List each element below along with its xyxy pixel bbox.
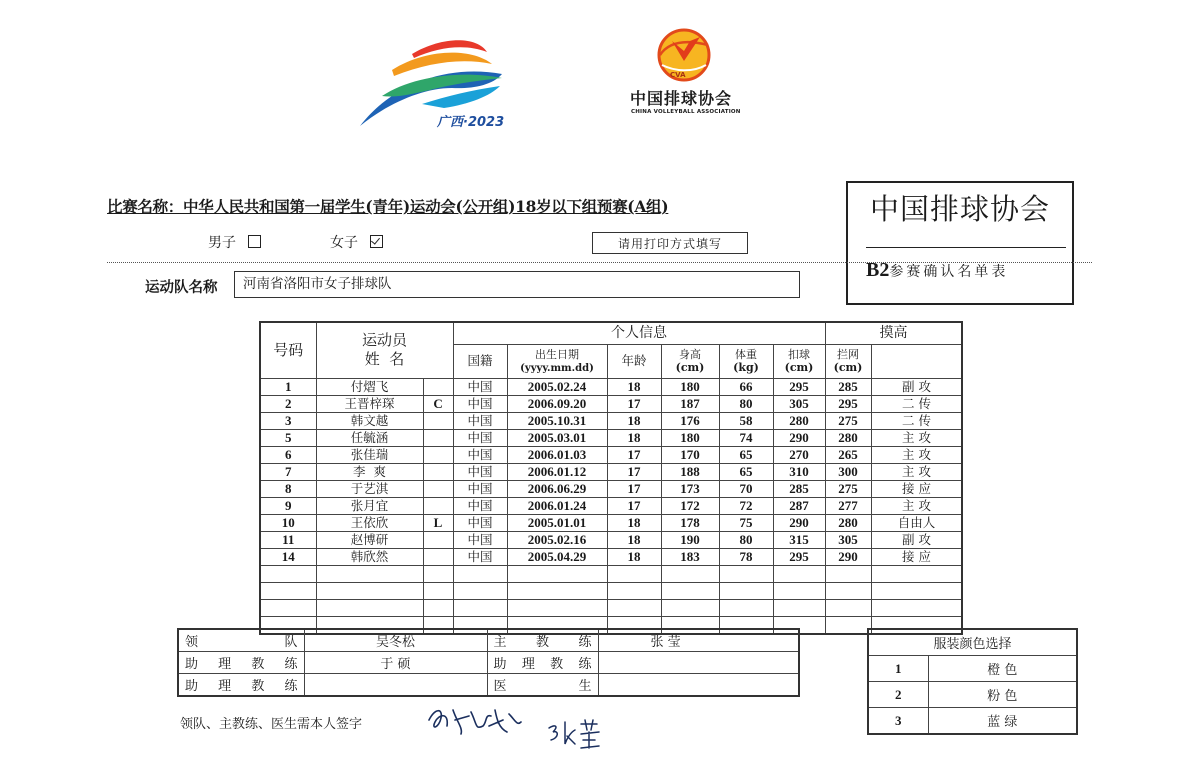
player-role	[423, 548, 453, 565]
player-height: 173	[661, 480, 719, 497]
empty-cell[interactable]	[825, 599, 871, 616]
empty-row	[260, 582, 962, 599]
team-name-label: 运动队名称	[145, 279, 218, 296]
player-name: 付熠飞	[316, 378, 423, 395]
header-athlete	[316, 322, 453, 378]
signature-head-coach	[545, 718, 605, 754]
player-weight: 66	[719, 378, 773, 395]
player-number: 7	[260, 463, 316, 480]
player-position: 自由人	[871, 514, 962, 531]
head-coach-name[interactable]: 张 莹	[598, 629, 799, 652]
player-role	[423, 378, 453, 395]
player-age: 17	[607, 463, 661, 480]
empty-cell[interactable]	[260, 565, 316, 582]
header-birth-date-label: 出生日期	[535, 347, 580, 361]
empty-cell[interactable]	[423, 565, 453, 582]
table-row	[260, 463, 962, 480]
player-spike-reach: 290	[773, 429, 825, 446]
empty-cell[interactable]	[661, 582, 719, 599]
empty-cell[interactable]	[423, 599, 453, 616]
empty-cell[interactable]	[825, 616, 871, 634]
player-nationality: 中国	[453, 378, 507, 395]
empty-cell[interactable]	[871, 582, 962, 599]
association-box	[846, 181, 1074, 305]
player-block-reach: 290	[825, 548, 871, 565]
player-spike-reach: 285	[773, 480, 825, 497]
player-height: 170	[661, 446, 719, 463]
roster-body	[260, 378, 962, 634]
player-height: 172	[661, 497, 719, 514]
signature-note: 领队、主教练、医生需本人签字	[180, 717, 363, 732]
uniform-options	[868, 656, 1077, 735]
player-spike-reach: 310	[773, 463, 825, 480]
player-role	[423, 446, 453, 463]
player-height: 190	[661, 531, 719, 548]
player-birth-date: 2006.09.20	[507, 395, 607, 412]
uniform-option-row	[868, 708, 1077, 735]
empty-cell[interactable]	[719, 599, 773, 616]
asst-coach2-label: 助理教练	[487, 652, 598, 674]
guangxi-logo-text: 广西·2023	[437, 115, 505, 130]
player-position: 副 攻	[871, 531, 962, 548]
uniform-option-number[interactable]: 3	[868, 708, 928, 735]
player-block-reach: 277	[825, 497, 871, 514]
player-nationality: 中国	[453, 412, 507, 429]
player-name: 赵博研	[316, 531, 423, 548]
player-weight: 72	[719, 497, 773, 514]
table-row	[260, 497, 962, 514]
player-age: 18	[607, 548, 661, 565]
table-row	[260, 378, 962, 395]
header-birth-date	[507, 344, 607, 378]
header-reach: 摸高	[825, 322, 962, 344]
player-birth-date: 2006.01.12	[507, 463, 607, 480]
player-weight: 58	[719, 412, 773, 429]
player-role	[423, 412, 453, 429]
asst-coach3-name[interactable]	[304, 674, 487, 697]
player-birth-date: 2006.01.24	[507, 497, 607, 514]
player-number: 11	[260, 531, 316, 548]
player-position: 二 传	[871, 395, 962, 412]
uniform-color-table	[867, 628, 1078, 735]
player-weight: 70	[719, 480, 773, 497]
player-number: 8	[260, 480, 316, 497]
player-number: 9	[260, 497, 316, 514]
player-name: 张佳瑞	[316, 446, 423, 463]
player-age: 18	[607, 429, 661, 446]
player-birth-date: 2006.06.29	[507, 480, 607, 497]
player-role: L	[423, 514, 453, 531]
player-age: 17	[607, 497, 661, 514]
empty-cell[interactable]	[260, 582, 316, 599]
player-nationality: 中国	[453, 480, 507, 497]
empty-cell[interactable]	[260, 599, 316, 616]
asst-coach-name[interactable]: 于 硕	[304, 652, 487, 674]
player-birth-date: 2005.01.01	[507, 514, 607, 531]
uniform-option-color[interactable]: 粉 色	[928, 682, 1077, 708]
empty-cell[interactable]	[453, 599, 507, 616]
player-spike-reach: 295	[773, 548, 825, 565]
empty-cell[interactable]	[871, 565, 962, 582]
uniform-option-number[interactable]: 2	[868, 682, 928, 708]
player-number: 14	[260, 548, 316, 565]
player-block-reach: 280	[825, 429, 871, 446]
empty-cell[interactable]	[316, 582, 423, 599]
player-spike-reach: 287	[773, 497, 825, 514]
male-checkbox[interactable]	[248, 235, 261, 248]
leader-name[interactable]: 吴冬松	[304, 629, 487, 652]
table-row	[260, 395, 962, 412]
player-spike-reach: 290	[773, 514, 825, 531]
header-personal-info: 个人信息	[453, 322, 825, 344]
player-number: 6	[260, 446, 316, 463]
empty-cell[interactable]	[453, 565, 507, 582]
player-spike-reach: 295	[773, 378, 825, 395]
player-height: 176	[661, 412, 719, 429]
asst-coach3-label: 助理教练	[178, 674, 304, 697]
player-spike-reach: 270	[773, 446, 825, 463]
player-spike-reach: 315	[773, 531, 825, 548]
roster-table	[259, 321, 963, 635]
player-position: 主 攻	[871, 497, 962, 514]
player-position: 接 应	[871, 480, 962, 497]
table-row	[260, 412, 962, 429]
player-name: 于艺淇	[316, 480, 423, 497]
player-birth-date: 2005.10.31	[507, 412, 607, 429]
uniform-option-row	[868, 656, 1077, 682]
player-weight: 74	[719, 429, 773, 446]
empty-cell[interactable]	[607, 582, 661, 599]
empty-cell[interactable]	[453, 582, 507, 599]
player-number: 1	[260, 378, 316, 395]
empty-cell[interactable]	[773, 599, 825, 616]
player-weight: 80	[719, 395, 773, 412]
association-name: 中国排球协会	[869, 192, 1050, 226]
player-nationality: 中国	[453, 531, 507, 548]
player-weight: 78	[719, 548, 773, 565]
empty-row	[260, 565, 962, 582]
empty-cell[interactable]	[423, 582, 453, 599]
player-nationality: 中国	[453, 395, 507, 412]
player-position: 主 攻	[871, 429, 962, 446]
player-position: 二 传	[871, 412, 962, 429]
empty-cell[interactable]	[661, 565, 719, 582]
female-label: 女子	[330, 235, 358, 251]
player-nationality: 中国	[453, 497, 507, 514]
form-name: 参赛确认名单表	[889, 264, 1009, 280]
header-height	[661, 344, 719, 378]
header-block-label: 拦网	[837, 348, 860, 361]
player-block-reach: 265	[825, 446, 871, 463]
player-height: 183	[661, 548, 719, 565]
table-row	[260, 531, 962, 548]
table-row	[260, 480, 962, 497]
uniform-option-number[interactable]: 1	[868, 656, 928, 682]
player-role: C	[423, 395, 453, 412]
player-position: 副 攻	[871, 378, 962, 395]
empty-cell[interactable]	[316, 565, 423, 582]
empty-cell[interactable]	[507, 599, 607, 616]
player-spike-reach: 280	[773, 412, 825, 429]
player-role	[423, 531, 453, 548]
cva-logo-cn-text: 中国排球协会	[630, 89, 733, 108]
player-age: 18	[607, 412, 661, 429]
player-age: 17	[607, 446, 661, 463]
player-birth-date: 2006.01.03	[507, 446, 607, 463]
uniform-option-color[interactable]: 蓝 绿	[928, 708, 1077, 735]
header-age: 年龄	[607, 344, 661, 378]
doctor-label: 医生	[487, 674, 598, 697]
player-block-reach: 280	[825, 514, 871, 531]
competition-title: 比赛名称：中华人民共和国第一届学生(青年)运动会(公开组)18岁以下组预赛(A组)	[107, 197, 669, 216]
player-age: 18	[607, 514, 661, 531]
header-nationality: 国籍	[453, 344, 507, 378]
player-role	[423, 480, 453, 497]
table-row	[260, 514, 962, 531]
player-block-reach: 295	[825, 395, 871, 412]
player-name: 韩欣然	[316, 548, 423, 565]
empty-cell[interactable]	[825, 582, 871, 599]
team-name-field[interactable]: 河南省洛阳市女子排球队	[234, 271, 800, 298]
print-note: 请用打印方式填写	[592, 232, 748, 254]
header-height-label: 身高	[679, 348, 702, 361]
empty-cell[interactable]	[719, 582, 773, 599]
player-height: 180	[661, 429, 719, 446]
header-athlete-line2: 姓 名	[364, 350, 405, 369]
player-name: 韩文越	[316, 412, 423, 429]
player-block-reach: 305	[825, 531, 871, 548]
player-age: 17	[607, 395, 661, 412]
player-weight: 80	[719, 531, 773, 548]
player-nationality: 中国	[453, 446, 507, 463]
doctor-name[interactable]	[598, 674, 799, 697]
player-height: 178	[661, 514, 719, 531]
player-height: 188	[661, 463, 719, 480]
uniform-option-color[interactable]: 橙 色	[928, 656, 1077, 682]
female-checkbox[interactable]	[370, 235, 383, 248]
svg-text:CVA: CVA	[670, 71, 686, 79]
gender-female	[330, 232, 383, 252]
association-divider	[866, 247, 1066, 248]
player-birth-date: 2005.02.24	[507, 378, 607, 395]
player-block-reach: 285	[825, 378, 871, 395]
player-name: 张月宜	[316, 497, 423, 514]
table-row	[260, 548, 962, 565]
player-number: 10	[260, 514, 316, 531]
header-block-unit: (cm)	[833, 361, 863, 374]
player-number: 5	[260, 429, 316, 446]
player-height: 187	[661, 395, 719, 412]
player-name: 王依欣	[316, 514, 423, 531]
staff-table	[177, 628, 800, 697]
player-position: 主 攻	[871, 446, 962, 463]
player-block-reach: 275	[825, 480, 871, 497]
leader-label: 领队	[178, 629, 304, 652]
cva-logo	[648, 25, 720, 85]
player-birth-date: 2005.03.01	[507, 429, 607, 446]
header-block	[825, 344, 871, 378]
empty-row	[260, 599, 962, 616]
player-number: 2	[260, 395, 316, 412]
head-coach-label: 主教练	[487, 629, 598, 652]
player-weight: 65	[719, 446, 773, 463]
player-role	[423, 463, 453, 480]
header-number: 号码	[260, 322, 316, 378]
empty-cell[interactable]	[871, 599, 962, 616]
player-weight: 65	[719, 463, 773, 480]
gender-male	[208, 232, 261, 252]
player-weight: 75	[719, 514, 773, 531]
player-birth-date: 2005.02.16	[507, 531, 607, 548]
asst-coach2-name[interactable]	[598, 652, 799, 674]
dotted-divider	[107, 262, 1092, 263]
uniform-title: 服装颜色选择	[868, 629, 1077, 656]
player-position: 接 应	[871, 548, 962, 565]
header-weight-unit: (kg)	[733, 361, 759, 374]
player-name: 李 爽	[316, 463, 423, 480]
signature-leader	[425, 702, 525, 742]
header-weight	[719, 344, 773, 378]
player-age: 18	[607, 531, 661, 548]
empty-cell[interactable]	[607, 565, 661, 582]
player-height: 180	[661, 378, 719, 395]
asst-coach-label: 助理教练	[178, 652, 304, 674]
header-spike	[773, 344, 825, 378]
player-position: 主 攻	[871, 463, 962, 480]
player-age: 17	[607, 480, 661, 497]
player-name: 王晋梓琛	[316, 395, 423, 412]
player-name: 任毓涵	[316, 429, 423, 446]
header-spike-unit: (cm)	[784, 361, 814, 374]
empty-cell[interactable]	[825, 565, 871, 582]
empty-cell[interactable]	[719, 565, 773, 582]
player-nationality: 中国	[453, 429, 507, 446]
uniform-option-row	[868, 682, 1077, 708]
player-age: 18	[607, 378, 661, 395]
empty-cell[interactable]	[661, 599, 719, 616]
player-role	[423, 497, 453, 514]
player-number: 3	[260, 412, 316, 429]
player-role	[423, 429, 453, 446]
empty-cell[interactable]	[316, 599, 423, 616]
table-row	[260, 446, 962, 463]
header-birth-date-format: (yyyy.mm.dd)	[520, 362, 594, 374]
player-nationality: 中国	[453, 548, 507, 565]
header-athlete-line1: 运动员	[362, 331, 408, 350]
male-label: 男子	[208, 235, 236, 251]
player-birth-date: 2005.04.29	[507, 548, 607, 565]
form-code: B2	[866, 259, 890, 281]
empty-cell[interactable]	[773, 565, 825, 582]
header-spike-label: 扣球	[788, 348, 811, 361]
empty-cell[interactable]	[607, 599, 661, 616]
empty-cell[interactable]	[507, 565, 607, 582]
header-height-unit: (cm)	[675, 361, 705, 374]
player-nationality: 中国	[453, 514, 507, 531]
empty-cell[interactable]	[773, 582, 825, 599]
player-block-reach: 275	[825, 412, 871, 429]
empty-cell[interactable]	[507, 582, 607, 599]
header-weight-label: 体重	[735, 348, 758, 361]
player-nationality: 中国	[453, 463, 507, 480]
table-row	[260, 429, 962, 446]
player-block-reach: 300	[825, 463, 871, 480]
cva-logo-en-text: CHINA VOLLEYBALL ASSOCIATION	[631, 109, 741, 115]
player-spike-reach: 305	[773, 395, 825, 412]
